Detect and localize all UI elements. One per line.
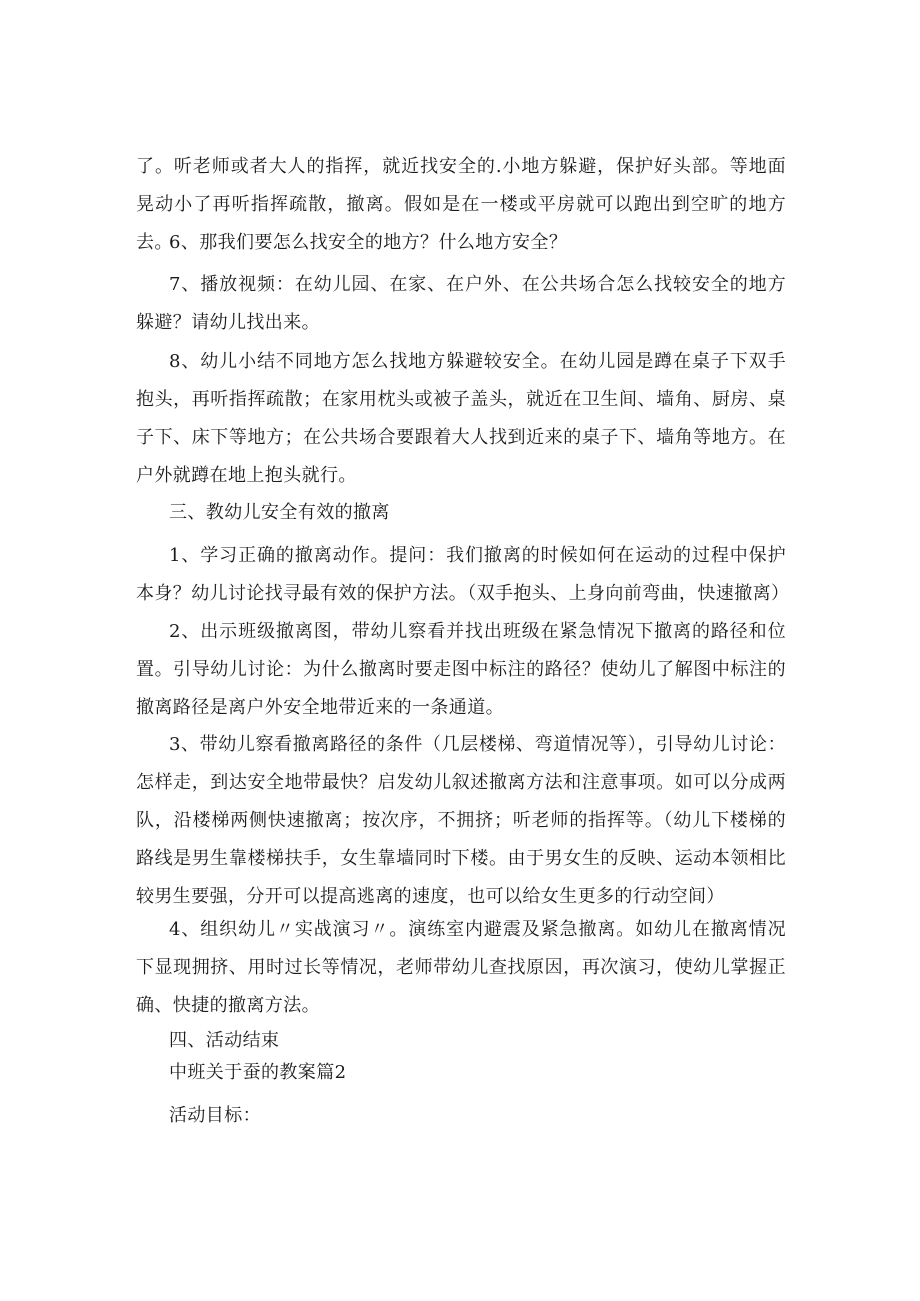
paragraph-step-2: 2、出示班级撤离图，带幼儿察看并找出班级在紧急情况下撤离的路径和位置。引导幼儿讨论：为什么撤离时要走图中标注的路径？使幼儿了解图中标注的撤离路径是离户外安全地带近来的一条通道。	[136, 621, 786, 718]
paragraph-step-3: 3、带幼儿察看撤离路径的条件（几层楼梯、弯道情况等），引导幼儿讨论：怎样走，到达安全地带最快？启发幼儿叙述撤离方法和注意事项。如可以分成两队，沿楼梯两侧快速撤离；按次序，不拥挤；听老师的指挥等。（幼儿下楼梯的路线是男生靠楼梯扶手，女生靠墙同时下楼。由于男女生的反映、运动本领相比较男生要强，分开可以提高逃离的速度，也可以给女生更多的行动空间）	[136, 734, 786, 907]
paragraph-item-7: 7、播放视频：在幼儿园、在家、在户外、在公共场合怎么找较安全的地方躲避？请幼儿找出来。	[136, 274, 786, 333]
paragraph-step-4: 4、组织幼儿〃实战演习〃。演练室内避震及紧急撤离。如幼儿在撤离情况下显现拥挤、用时过长等情况，老师带幼儿查找原因，再次演习，使幼儿掌握正确、快捷的撤离方法。	[136, 919, 786, 1016]
paragraph-item-8: 8、幼儿小结不同地方怎么找地方躲避较安全。在幼儿园是蹲在桌子下双手抱头，再听指挥疏散；在家用枕头或被子盖头，就近在卫生间、墙角、厨房、桌子下、床下等地方；在公共场合要跟着大人找到近来的桌子下、墙角等地方。在户外就蹲在地上抱头就行。	[136, 351, 786, 486]
lesson-title: 中班关于蚕的教案篇2	[169, 1062, 347, 1083]
section-heading-3: 三、教幼儿安全有效的撤离	[169, 502, 390, 523]
objectives-label: 活动目标：	[169, 1105, 261, 1126]
paragraph-step-1: 1、学习正确的撤离动作。提问：我们撤离的时候如何在运动的过程中保护本身？幼儿讨论找寻最有效的保护方法。（双手抱头、上身向前弯曲，快速撤离）	[136, 545, 790, 604]
paragraph-item-6: 6、那我们要怎么找安全的地方？什么地方安全？	[169, 232, 568, 253]
section-heading-4: 四、活动结束	[169, 1030, 280, 1051]
paragraph-continuation: 了。听老师或者大人的指挥，就近找安全的.小地方躲避，保护好头部。等地面晃动小了再听指挥疏散，撤离。假如是在一楼或平房就可以跑出到空旷的地方去。	[136, 156, 786, 253]
